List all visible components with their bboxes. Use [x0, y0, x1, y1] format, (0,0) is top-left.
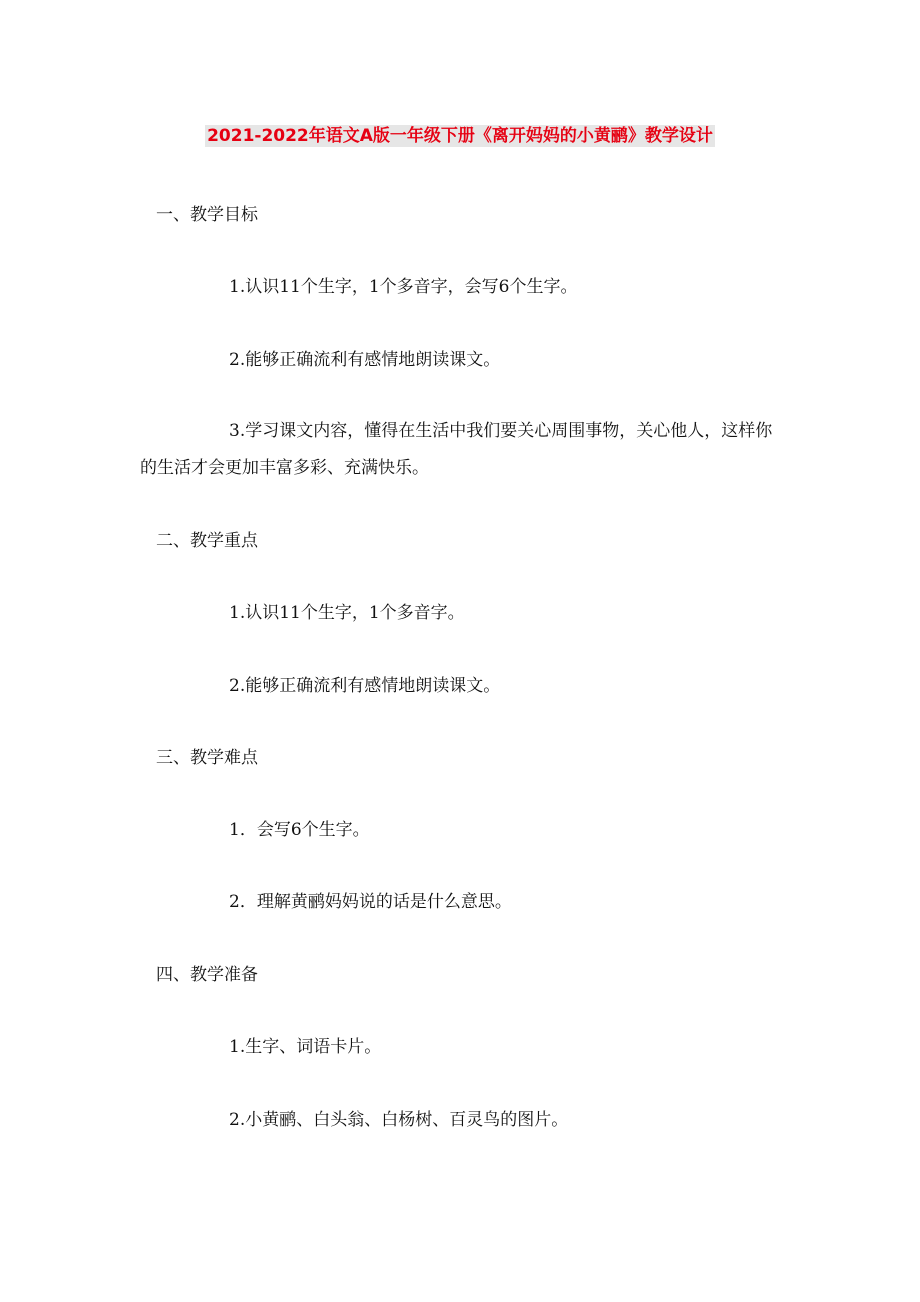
- objective-item-1: 1.认识11个生字，1个多音字，会写6个生字。: [229, 277, 578, 297]
- document-title: [0, 123, 920, 149]
- section-heading-difficulties: 三、教学难点: [156, 748, 258, 768]
- preparation-item-2: 2.小黄鹂、白头翁、白杨树、百灵鸟的图片。: [229, 1110, 569, 1130]
- section-heading-preparation: 四、教学准备: [156, 965, 258, 985]
- key-point-item-1: 1.认识11个生字，1个多音字。: [229, 603, 465, 623]
- document-title-text: 2021-2022年语文A版一年级下册《离开妈妈的小黄鹂》教学设计: [207, 126, 713, 146]
- preparation-item-1: 1.生字、词语卡片。: [229, 1037, 382, 1057]
- difficulty-item-1: 1．会写6个生字。: [229, 820, 370, 840]
- objective-item-3: 3.学习课文内容，懂得在生活中我们要关心周围事物，关心他人，这样你的生活才会更加丰富多彩、充满快乐。: [140, 421, 773, 478]
- key-point-item-2: 2.能够正确流利有感情地朗读课文。: [229, 676, 501, 696]
- difficulty-item-2: 2．理解黄鹂妈妈说的话是什么意思。: [229, 892, 512, 912]
- section-heading-objectives: 一、教学目标: [156, 205, 258, 225]
- objective-item-2: 2.能够正确流利有感情地朗读课文。: [229, 350, 501, 370]
- section-heading-key-points: 二、教学重点: [156, 531, 258, 551]
